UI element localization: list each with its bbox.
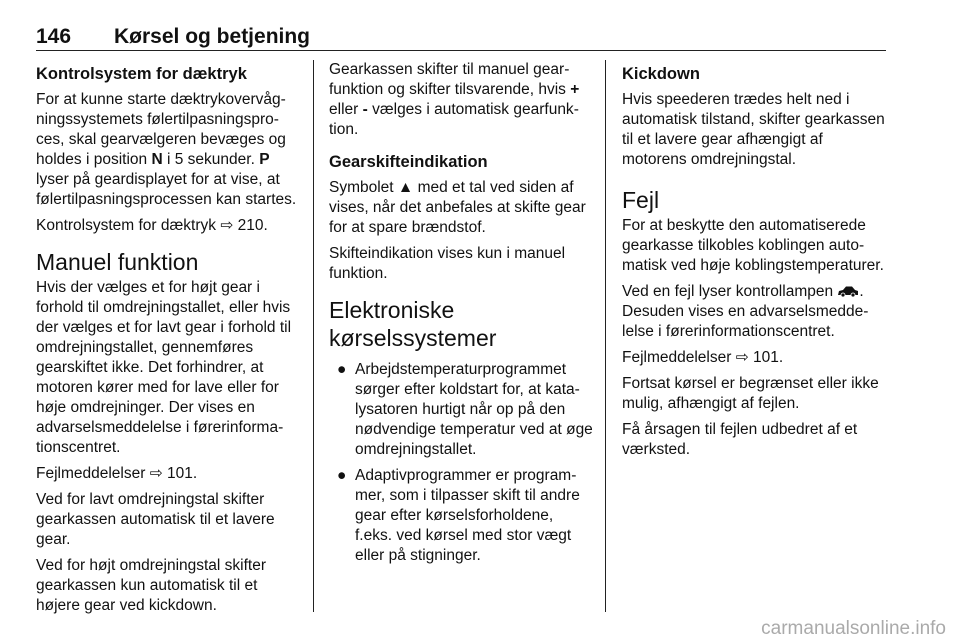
reference-arrow-icon: ⇨ (220, 217, 234, 234)
cross-reference[interactable]: Fejlmeddelelser ⇨ 101. (622, 349, 784, 366)
paragraph: For at kunne starte dæktrykovervågningssystemets følertilpasningsproces, skal gearvælgeren bevæges og holdes i position N i 5 sekunder. P lyser på geardisplayet for at vise, at følertilpasningsprocessen kan startes. (36, 91, 297, 208)
car-warning-icon (837, 285, 859, 297)
paragraph: Ved en fejl lyser kontrollampen . Desuden vises en advarselsmeddelelse i førerinformationscentret. (622, 283, 869, 340)
page-header (36, 26, 886, 51)
paragraph: Skifteindikation vises kun i manuel funktion. (329, 245, 566, 282)
reference-arrow-icon: ⇨ (149, 465, 163, 482)
paragraph: Fortsat kørsel er begrænset eller ikke mulig, afhængigt af fejlen. (622, 375, 879, 412)
paragraph: Hvis speederen trædes helt ned i automatisk tilstand, skifter gearkassen til et lavere gear afhængigt af motorens omdrejningstal. (622, 91, 885, 168)
page-number: 146 (36, 25, 72, 48)
paragraph: For at beskytte den automatiserede gearkasse tilkobles koblingen automatisk ved høje koblingstemperaturer. (622, 217, 884, 274)
list-item: ● Arbejdstemperaturprogrammet sørger efter koldstart for, at katalysatoren hurtigt når op på den nødvendige temperatur ved at øge omdrejningstallet. (337, 361, 593, 458)
paragraph: Hvis der vælges et for højt gear i forhold til omdrejningstallet, eller hvis der vælges et for lavt gear i forhold til omdrejningstallet, gennemføres gearskiftet ikke. Det forhindrer, at motoren kører med for lave eller for høje omdrejninger. Der vises en advarselsmeddelelse i førerinformationscentret. (36, 279, 292, 456)
paragraph: Ved for lavt omdrejningstal skifter gearkassen automatisk til et lavere gear. (36, 491, 275, 548)
paragraph: Ved for højt omdrejningstal skifter gearkassen kun automatisk til et højere gear ved kickdown. (36, 557, 267, 614)
watermark: carmanualsonline.info (761, 618, 946, 639)
bullet-list (329, 360, 593, 566)
bullet-icon: ● (337, 467, 347, 484)
column-divider (313, 60, 314, 612)
section-heading-shift-indicator: Gearskifteindikation (329, 153, 488, 171)
column-1 (36, 60, 301, 622)
column-2 (329, 60, 593, 572)
list-item: ● Adaptivprogrammer er programmer, som i tilpasser skift til andre gear efter kørselsforholdene, f.eks. ved kørsel med stor vægt eller på stigninger. (337, 467, 580, 564)
paragraph: Symbolet ▲ med et tal ved siden af vises, når det anbefales at skifte gear for at spare brændstof. (329, 179, 586, 236)
section-heading-tire-pressure: Kontrolsystem for dæktryk (36, 65, 247, 83)
cross-reference[interactable]: Fejlmeddelelser ⇨ 101. (36, 465, 198, 482)
section-heading-kickdown: Kickdown (622, 65, 700, 83)
shift-up-triangle-icon: ▲ (397, 179, 414, 196)
section-heading-manual: Manuel funktion (36, 249, 199, 275)
section-heading-electronic-systems: Elektroniske kørselssystemer (329, 297, 497, 351)
reference-arrow-icon: ⇨ (735, 349, 749, 366)
column-3 (622, 60, 887, 466)
cross-reference[interactable]: Kontrolsystem for dæktryk ⇨ 210. (36, 217, 268, 234)
paragraph: Gearkassen skifter til manuel gearfunktion og skifter tilsvarende, hvis + eller - vælges i automatisk gearfunktion. (329, 61, 580, 138)
page-title: Kørsel og betjening (114, 25, 311, 48)
paragraph: Få årsagen til fejlen udbedret af et værksted. (622, 421, 858, 458)
bullet-icon: ● (337, 361, 347, 378)
section-heading-fault: Fejl (622, 187, 660, 213)
column-divider (605, 60, 606, 612)
